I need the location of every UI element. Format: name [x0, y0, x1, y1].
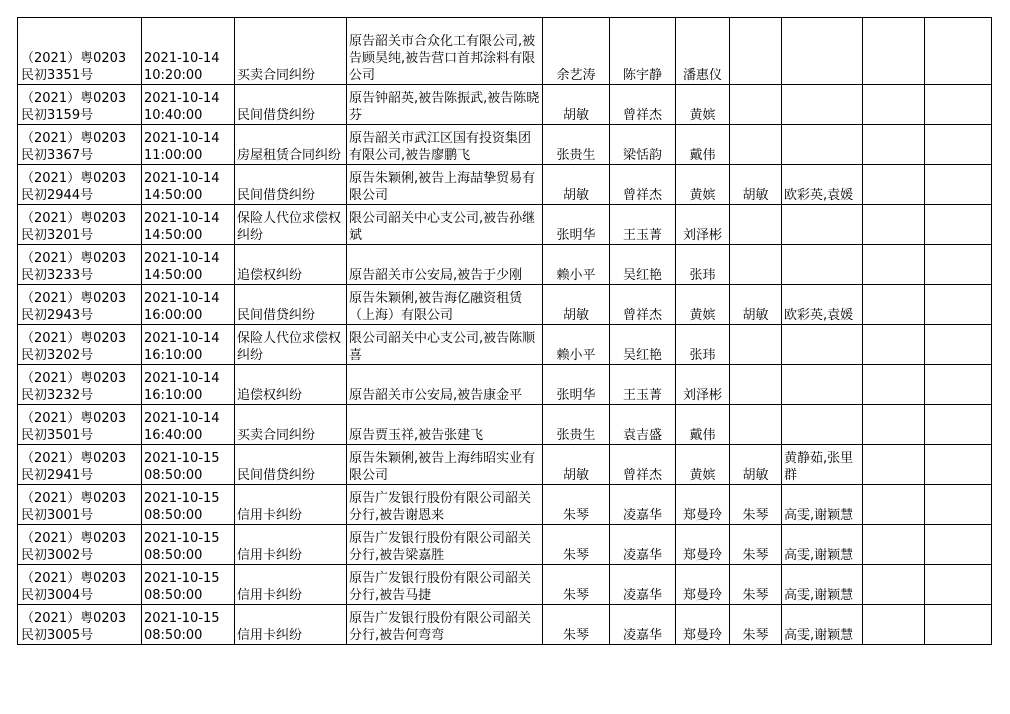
blank-cell	[925, 18, 992, 85]
blank-cell	[925, 605, 992, 645]
extra-cell	[863, 165, 925, 205]
case-cause-cell: 买卖合同纠纷	[235, 405, 347, 445]
panel-members-cell: 黄静茹,张里群	[782, 445, 863, 485]
panel-members-cell: 欧彩英,袁媛	[782, 285, 863, 325]
panel-members-cell	[782, 205, 863, 245]
assistant-cell: 郑曼玲	[676, 525, 730, 565]
clerk-cell: 吴红艳	[610, 245, 676, 285]
assistant-cell: 张玮	[676, 325, 730, 365]
judge-cell: 赖小平	[543, 325, 610, 365]
case-number-cell: （2021）粤0203民初3367号	[18, 125, 142, 165]
table-row	[18, 485, 992, 525]
case-cause-cell: 保险人代位求偿权纠纷	[235, 325, 347, 365]
clerk-cell: 王玉菁	[610, 365, 676, 405]
blank-cell	[925, 245, 992, 285]
judge-cell: 赖小平	[543, 245, 610, 285]
hearing-time-cell	[142, 445, 235, 485]
hearing-time-cell	[142, 325, 235, 365]
table-row	[18, 325, 992, 365]
assistant-cell: 黄嫔	[676, 445, 730, 485]
parties-cell: 原告韶关市公安局,被告康金平	[347, 365, 543, 405]
assistant-cell: 刘泽彬	[676, 205, 730, 245]
hearing-date: 2021-10-14	[144, 371, 220, 386]
blank-cell	[925, 325, 992, 365]
panel-members-cell	[782, 245, 863, 285]
assistant-cell: 郑曼玲	[676, 565, 730, 605]
presiding-cell: 胡敏	[730, 285, 782, 325]
clerk-cell: 曾祥杰	[610, 285, 676, 325]
table-row	[18, 565, 992, 605]
hearing-clock: 08:50:00	[144, 508, 203, 523]
case-number-cell: （2021）粤0203民初3351号	[18, 18, 142, 85]
hearing-time-cell	[142, 205, 235, 245]
case-number-cell: （2021）粤0203民初2941号	[18, 445, 142, 485]
hearing-time-cell	[142, 245, 235, 285]
case-cause-cell: 民间借贷纠纷	[235, 85, 347, 125]
hearing-clock: 11:00:00	[144, 148, 203, 163]
extra-cell	[863, 365, 925, 405]
presiding-cell: 朱琴	[730, 565, 782, 605]
hearing-time-cell	[142, 605, 235, 645]
table-row	[18, 525, 992, 565]
parties-cell: 原告朱颖俐,被告海亿融资租赁（上海）有限公司	[347, 285, 543, 325]
presiding-cell	[730, 245, 782, 285]
presiding-cell: 朱琴	[730, 485, 782, 525]
hearing-date: 2021-10-15	[144, 571, 220, 586]
table-row	[18, 405, 992, 445]
case-cause-cell: 保险人代位求偿权纠纷	[235, 205, 347, 245]
case-cause-cell: 追偿权纠纷	[235, 365, 347, 405]
presiding-cell	[730, 405, 782, 445]
hearing-schedule-table	[17, 17, 992, 645]
hearing-date: 2021-10-14	[144, 171, 220, 186]
parties-cell: 限公司韶关中心支公司,被告陈顺喜	[347, 325, 543, 365]
table-row	[18, 85, 992, 125]
judge-cell: 张贵生	[543, 125, 610, 165]
blank-cell	[925, 85, 992, 125]
presiding-cell: 朱琴	[730, 605, 782, 645]
hearing-time-cell	[142, 565, 235, 605]
case-number-cell: （2021）粤0203民初2944号	[18, 165, 142, 205]
case-cause-cell: 房屋租赁合同纠纷	[235, 125, 347, 165]
hearing-time-cell	[142, 485, 235, 525]
extra-cell	[863, 285, 925, 325]
hearing-time-cell	[142, 165, 235, 205]
case-cause-cell: 买卖合同纠纷	[235, 18, 347, 85]
extra-cell	[863, 445, 925, 485]
clerk-cell: 王玉菁	[610, 205, 676, 245]
table-row	[18, 605, 992, 645]
presiding-cell	[730, 125, 782, 165]
extra-cell	[863, 485, 925, 525]
case-number-cell: （2021）粤0203民初3201号	[18, 205, 142, 245]
case-number-cell: （2021）粤0203民初3001号	[18, 485, 142, 525]
judge-cell: 朱琴	[543, 525, 610, 565]
hearing-clock: 16:40:00	[144, 428, 203, 443]
extra-cell	[863, 525, 925, 565]
hearing-time-cell	[142, 125, 235, 165]
extra-cell	[863, 125, 925, 165]
hearing-time-cell	[142, 405, 235, 445]
hearing-clock: 08:50:00	[144, 468, 203, 483]
hearing-time-cell	[142, 365, 235, 405]
judge-cell: 张明华	[543, 365, 610, 405]
extra-cell	[863, 205, 925, 245]
blank-cell	[925, 405, 992, 445]
panel-members-cell: 高雯,谢颖慧	[782, 525, 863, 565]
extra-cell	[863, 85, 925, 125]
panel-members-cell	[782, 18, 863, 85]
case-number-cell: （2021）粤0203民初3159号	[18, 85, 142, 125]
case-cause-cell: 追偿权纠纷	[235, 245, 347, 285]
parties-cell: 原告朱颖俐,被告上海纬昭实业有限公司	[347, 445, 543, 485]
hearing-date: 2021-10-15	[144, 451, 220, 466]
hearing-date: 2021-10-14	[144, 411, 220, 426]
judge-cell: 余艺涛	[543, 18, 610, 85]
extra-cell	[863, 325, 925, 365]
clerk-cell: 曾祥杰	[610, 85, 676, 125]
table-row	[18, 285, 992, 325]
parties-cell: 限公司韶关中心支公司,被告孙继斌	[347, 205, 543, 245]
hearing-time-cell	[142, 18, 235, 85]
hearing-date: 2021-10-15	[144, 491, 220, 506]
hearing-date: 2021-10-14	[144, 251, 220, 266]
table-row	[18, 125, 992, 165]
table-row	[18, 18, 992, 85]
case-cause-cell: 信用卡纠纷	[235, 525, 347, 565]
hearing-clock: 16:10:00	[144, 388, 203, 403]
parties-cell: 原告韶关市合众化工有限公司,被告顾昊纯,被告营口首邦涂料有限公司	[347, 18, 543, 85]
presiding-cell	[730, 205, 782, 245]
blank-cell	[925, 565, 992, 605]
hearing-date: 2021-10-14	[144, 211, 220, 226]
hearing-date: 2021-10-14	[144, 91, 220, 106]
clerk-cell: 凌嘉华	[610, 565, 676, 605]
case-number-cell: （2021）粤0203民初3202号	[18, 325, 142, 365]
case-cause-cell: 信用卡纠纷	[235, 565, 347, 605]
judge-cell: 张贵生	[543, 405, 610, 445]
presiding-cell	[730, 85, 782, 125]
panel-members-cell	[782, 365, 863, 405]
assistant-cell: 戴伟	[676, 125, 730, 165]
blank-cell	[925, 525, 992, 565]
judge-cell: 胡敏	[543, 85, 610, 125]
blank-cell	[925, 365, 992, 405]
case-number-cell: （2021）粤0203民初3005号	[18, 605, 142, 645]
extra-cell	[863, 565, 925, 605]
clerk-cell: 凌嘉华	[610, 525, 676, 565]
blank-cell	[925, 205, 992, 245]
hearing-clock: 14:50:00	[144, 228, 203, 243]
panel-members-cell: 高雯,谢颖慧	[782, 565, 863, 605]
assistant-cell: 郑曼玲	[676, 605, 730, 645]
hearing-time-cell	[142, 85, 235, 125]
clerk-cell: 凌嘉华	[610, 605, 676, 645]
assistant-cell: 郑曼玲	[676, 485, 730, 525]
clerk-cell: 陈宇静	[610, 18, 676, 85]
extra-cell	[863, 605, 925, 645]
case-cause-cell: 民间借贷纠纷	[235, 165, 347, 205]
hearing-date: 2021-10-15	[144, 611, 220, 626]
case-number-cell: （2021）粤0203民初3002号	[18, 525, 142, 565]
blank-cell	[925, 485, 992, 525]
hearing-clock: 16:00:00	[144, 308, 203, 323]
case-cause-cell: 民间借贷纠纷	[235, 445, 347, 485]
clerk-cell: 曾祥杰	[610, 165, 676, 205]
assistant-cell: 黄嫔	[676, 285, 730, 325]
panel-members-cell	[782, 325, 863, 365]
judge-cell: 朱琴	[543, 605, 610, 645]
parties-cell: 原告朱颖俐,被告上海喆挚贸易有限公司	[347, 165, 543, 205]
hearing-date: 2021-10-14	[144, 131, 220, 146]
blank-cell	[925, 125, 992, 165]
case-number-cell: （2021）粤0203民初3501号	[18, 405, 142, 445]
hearing-date: 2021-10-14	[144, 331, 220, 346]
hearing-time-cell	[142, 285, 235, 325]
judge-cell: 胡敏	[543, 285, 610, 325]
hearing-clock: 10:40:00	[144, 108, 203, 123]
parties-cell: 原告韶关市武江区国有投资集团有限公司,被告廖鹏飞	[347, 125, 543, 165]
blank-cell	[925, 165, 992, 205]
parties-cell: 原告钟韶英,被告陈振武,被告陈晓芬	[347, 85, 543, 125]
assistant-cell: 刘泽彬	[676, 365, 730, 405]
table-row	[18, 245, 992, 285]
parties-cell: 原告广发银行股份有限公司韶关分行,被告梁嘉胜	[347, 525, 543, 565]
clerk-cell: 梁恬韵	[610, 125, 676, 165]
parties-cell: 原告广发银行股份有限公司韶关分行,被告马捷	[347, 565, 543, 605]
judge-cell: 胡敏	[543, 165, 610, 205]
assistant-cell: 黄嫔	[676, 85, 730, 125]
judge-cell: 张明华	[543, 205, 610, 245]
hearing-clock: 08:50:00	[144, 548, 203, 563]
assistant-cell: 戴伟	[676, 405, 730, 445]
hearing-clock: 14:50:00	[144, 268, 203, 283]
panel-members-cell	[782, 125, 863, 165]
assistant-cell: 潘惠仪	[676, 18, 730, 85]
blank-cell	[925, 285, 992, 325]
case-cause-cell: 民间借贷纠纷	[235, 285, 347, 325]
hearing-date: 2021-10-14	[144, 291, 220, 306]
clerk-cell: 吴红艳	[610, 325, 676, 365]
panel-members-cell	[782, 405, 863, 445]
case-cause-cell: 信用卡纠纷	[235, 485, 347, 525]
judge-cell: 朱琴	[543, 565, 610, 605]
clerk-cell: 凌嘉华	[610, 485, 676, 525]
presiding-cell: 胡敏	[730, 165, 782, 205]
clerk-cell: 袁吉盛	[610, 405, 676, 445]
hearing-clock: 08:50:00	[144, 588, 203, 603]
extra-cell	[863, 18, 925, 85]
presiding-cell	[730, 365, 782, 405]
presiding-cell: 胡敏	[730, 445, 782, 485]
clerk-cell: 曾祥杰	[610, 445, 676, 485]
hearing-time-cell	[142, 525, 235, 565]
case-number-cell: （2021）粤0203民初3233号	[18, 245, 142, 285]
judge-cell: 胡敏	[543, 445, 610, 485]
table-row	[18, 445, 992, 485]
case-number-cell: （2021）粤0203民初2943号	[18, 285, 142, 325]
blank-cell	[925, 445, 992, 485]
parties-cell: 原告广发银行股份有限公司韶关分行,被告何弯弯	[347, 605, 543, 645]
panel-members-cell	[782, 85, 863, 125]
panel-members-cell: 欧彩英,袁媛	[782, 165, 863, 205]
case-number-cell: （2021）粤0203民初3004号	[18, 565, 142, 605]
hearing-clock: 08:50:00	[144, 628, 203, 643]
table-row	[18, 205, 992, 245]
presiding-cell: 朱琴	[730, 525, 782, 565]
extra-cell	[863, 245, 925, 285]
hearing-date: 2021-10-15	[144, 531, 220, 546]
assistant-cell: 黄嫔	[676, 165, 730, 205]
hearing-clock: 16:10:00	[144, 348, 203, 363]
parties-cell: 原告贾玉祥,被告张建飞	[347, 405, 543, 445]
hearing-clock: 14:50:00	[144, 188, 203, 203]
case-number-cell: （2021）粤0203民初3232号	[18, 365, 142, 405]
parties-cell: 原告广发银行股份有限公司韶关分行,被告谢恩来	[347, 485, 543, 525]
table-row	[18, 165, 992, 205]
panel-members-cell: 高雯,谢颖慧	[782, 605, 863, 645]
presiding-cell	[730, 325, 782, 365]
hearing-clock: 10:20:00	[144, 68, 203, 83]
assistant-cell: 张玮	[676, 245, 730, 285]
case-cause-cell: 信用卡纠纷	[235, 605, 347, 645]
table-row	[18, 365, 992, 405]
extra-cell	[863, 405, 925, 445]
judge-cell: 朱琴	[543, 485, 610, 525]
presiding-cell	[730, 18, 782, 85]
hearing-date: 2021-10-14	[144, 51, 220, 66]
panel-members-cell: 高雯,谢颖慧	[782, 485, 863, 525]
parties-cell: 原告韶关市公安局,被告于少刚	[347, 245, 543, 285]
